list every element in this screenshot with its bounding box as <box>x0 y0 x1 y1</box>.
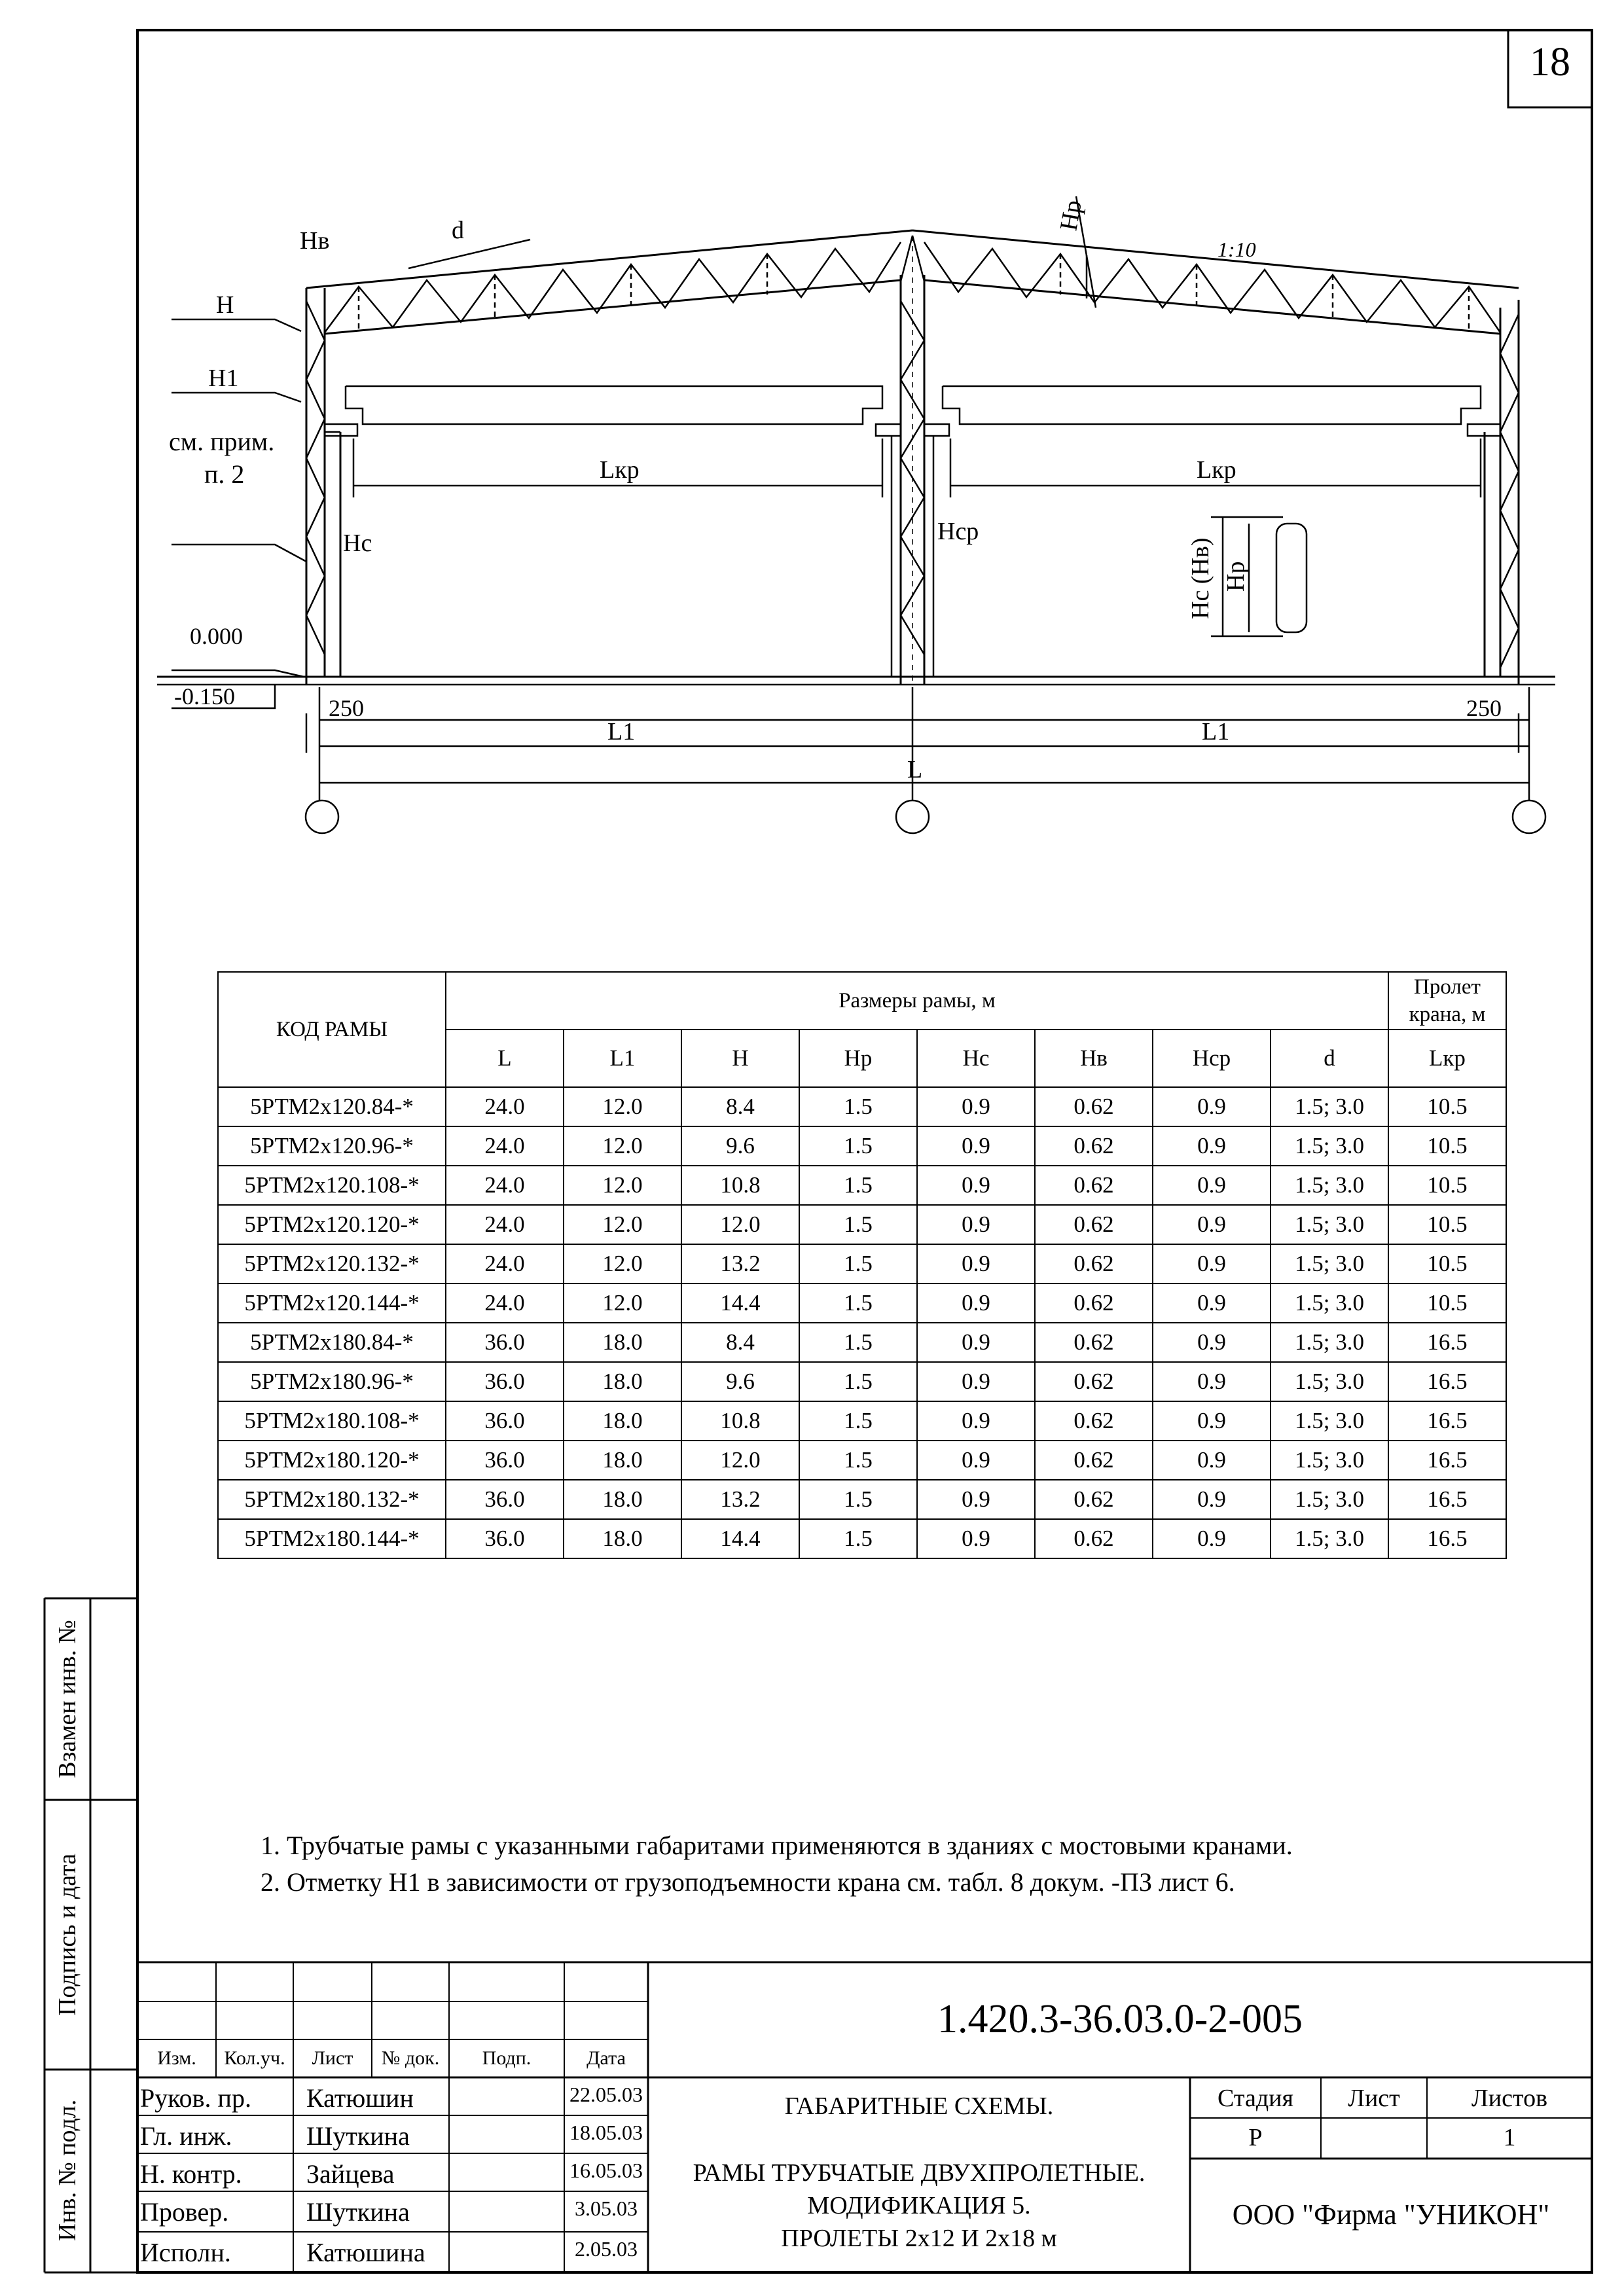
signer-date: 16.05.03 <box>569 2159 643 2182</box>
table-cell: 0.9 <box>1153 1401 1271 1441</box>
table-cell: 16.5 <box>1388 1323 1506 1362</box>
table-cell: 24.0 <box>446 1087 564 1126</box>
table-cell: 0.9 <box>1153 1205 1271 1244</box>
signer-role: Исполн. <box>140 2238 231 2267</box>
table-cell: 0.62 <box>1035 1323 1153 1362</box>
revision-header: Кол.уч. <box>224 2047 285 2069</box>
table-cell: 0.9 <box>917 1283 1035 1323</box>
table-cell: 18.0 <box>564 1362 681 1401</box>
table-cell: 0.9 <box>1153 1480 1271 1519</box>
table-cell: 13.2 <box>681 1480 799 1519</box>
table-column-header: Нр <box>799 1030 917 1087</box>
table-cell: 0.9 <box>917 1205 1035 1244</box>
note-1: 1. Трубчатые рамы с указанными габаритами применяются в зданиях с мостовыми кранами. <box>261 1831 1293 1860</box>
table-cell: 0.62 <box>1035 1087 1153 1126</box>
table-cell: 1.5; 3.0 <box>1271 1401 1388 1441</box>
sheets-label: Листов <box>1471 2085 1548 2112</box>
note-2: 2. Отметку Н1 в зависимости от грузоподъемности крана см. табл. 8 докум. -ПЗ лист 6. <box>261 1867 1235 1897</box>
table-cell: 36.0 <box>446 1401 564 1441</box>
table-cell: 36.0 <box>446 1362 564 1401</box>
table-cell: 16.5 <box>1388 1362 1506 1401</box>
table-cell: 24.0 <box>446 1244 564 1283</box>
frame-code-cell: 5РТМ2х120.108-* <box>218 1166 446 1205</box>
table-cell: 14.4 <box>681 1519 799 1558</box>
title-line-3: МОДИФИКАЦИЯ 5. <box>807 2192 1031 2219</box>
table-cell: 12.0 <box>564 1126 681 1166</box>
table-cell: 1.5 <box>799 1166 917 1205</box>
table-cell: 1.5 <box>799 1205 917 1244</box>
label-note-ref-2: п. 2 <box>204 459 245 489</box>
frame-code-cell: 5РТМ2х120.120-* <box>218 1205 446 1244</box>
signer-name: Катюшина <box>306 2238 425 2267</box>
table-cell: 1.5 <box>799 1087 917 1126</box>
label-hc: Нс <box>343 529 372 557</box>
signer-role: Н. контр. <box>140 2159 242 2189</box>
table-column-header: H <box>681 1030 799 1087</box>
signer-name: Зайцева <box>306 2159 395 2189</box>
label-250-left: 250 <box>329 695 364 721</box>
sheet-label: Лист <box>1348 2085 1400 2112</box>
table-cell: 1.5 <box>799 1519 917 1558</box>
stamp-inv-orig: Инв. № подл. <box>54 2099 81 2242</box>
frame-code-cell: 5РТМ2х180.144-* <box>218 1519 446 1558</box>
table-cell: 10.5 <box>1388 1166 1506 1205</box>
signer-role: Провер. <box>140 2197 229 2227</box>
stage-value: Р <box>1248 2124 1263 2151</box>
label-level-m150: -0.150 <box>174 683 235 709</box>
table-column-header: Нс <box>917 1030 1035 1087</box>
table-cell: 18.0 <box>564 1323 681 1362</box>
label-l1-left: L1 <box>607 718 636 745</box>
title-line-2: РАМЫ ТРУБЧАТЫЕ ДВУХПРОЛЕТНЫЕ. <box>693 2159 1146 2187</box>
table-cell: 24.0 <box>446 1283 564 1323</box>
table-cell: 1.5 <box>799 1401 917 1441</box>
table-cell: 1.5 <box>799 1126 917 1166</box>
table-header-crane-line1: Пролет <box>1414 975 1481 999</box>
table-column-header: Нв <box>1035 1030 1153 1087</box>
frame-code-cell: 5РТМ2х180.84-* <box>218 1323 446 1362</box>
table-cell: 0.9 <box>1153 1441 1271 1480</box>
table-cell: 0.9 <box>1153 1283 1271 1323</box>
label-lkr-left: Lкр <box>600 456 640 484</box>
label-hr-side: Нр <box>1222 561 1250 592</box>
table-cell: 36.0 <box>446 1519 564 1558</box>
table-cell: 0.62 <box>1035 1166 1153 1205</box>
frame-code-cell: 5РТМ2х180.108-* <box>218 1401 446 1441</box>
table-cell: 0.62 <box>1035 1441 1153 1480</box>
table-cell: 0.62 <box>1035 1362 1153 1401</box>
frame-code-cell: 5РТМ2х180.96-* <box>218 1362 446 1401</box>
table-cell: 12.0 <box>564 1244 681 1283</box>
revision-header: № док. <box>381 2047 440 2069</box>
label-hcr: Нср <box>937 518 979 545</box>
table-cell: 12.0 <box>681 1441 799 1480</box>
table-cell: 16.5 <box>1388 1441 1506 1480</box>
frame-schematic <box>157 196 1555 833</box>
frame-dimensions-table <box>217 971 1507 1559</box>
table-cell: 12.0 <box>681 1205 799 1244</box>
table-cell: 16.5 <box>1388 1480 1506 1519</box>
signer-name: Катюшин <box>306 2083 414 2113</box>
revision-header: Дата <box>586 2047 626 2069</box>
table-row <box>218 1205 1506 1244</box>
label-H1: H1 <box>208 365 239 392</box>
revision-header: Лист <box>312 2047 353 2069</box>
table-cell: 1.5 <box>799 1480 917 1519</box>
table-cell: 1.5; 3.0 <box>1271 1244 1388 1283</box>
table-cell: 16.5 <box>1388 1401 1506 1441</box>
table-cell: 1.5; 3.0 <box>1271 1126 1388 1166</box>
frame-code-cell: 5РТМ2х180.120-* <box>218 1441 446 1480</box>
table-cell: 16.5 <box>1388 1519 1506 1558</box>
table-cell: 10.5 <box>1388 1205 1506 1244</box>
table-cell: 36.0 <box>446 1480 564 1519</box>
label-hc-hv: Нс (Нв) <box>1187 537 1214 619</box>
signer-date: 22.05.03 <box>569 2083 643 2106</box>
signer-date: 3.05.03 <box>575 2197 638 2220</box>
stamp-replace-inv: Взамен инв. № <box>54 1620 81 1778</box>
table-cell: 10.5 <box>1388 1244 1506 1283</box>
table-body <box>218 1087 1506 1558</box>
table-cell: 0.9 <box>1153 1519 1271 1558</box>
table-cell: 14.4 <box>681 1283 799 1323</box>
axis-marker-2 <box>896 800 929 833</box>
doc-code: 1.420.3-36.03.0-2-005 <box>937 1997 1303 2041</box>
signer-name: Шуткина <box>306 2197 410 2227</box>
table-cell: 0.9 <box>917 1323 1035 1362</box>
table-cell: 1.5; 3.0 <box>1271 1519 1388 1558</box>
table-cell: 12.0 <box>564 1166 681 1205</box>
table-cell: 1.5 <box>799 1283 917 1323</box>
table-header-code: КОД РАМЫ <box>218 972 446 1087</box>
table-cell: 0.9 <box>917 1126 1035 1166</box>
title-line-1: ГАБАРИТНЫЕ СХЕМЫ. <box>784 2092 1054 2120</box>
table-cell: 1.5 <box>799 1441 917 1480</box>
signer-date: 2.05.03 <box>575 2237 638 2261</box>
table-cell: 18.0 <box>564 1480 681 1519</box>
table-cell: 0.9 <box>917 1441 1035 1480</box>
signer-role: Руков. пр. <box>140 2083 251 2113</box>
table-cell: 0.9 <box>1153 1362 1271 1401</box>
frame-code-cell: 5РТМ2х120.144-* <box>218 1283 446 1323</box>
table-row <box>218 1087 1506 1126</box>
title-line-4: ПРОЛЕТЫ 2х12 И 2х18 м <box>781 2225 1057 2252</box>
table-cell: 24.0 <box>446 1205 564 1244</box>
table-row <box>218 1441 1506 1480</box>
table-cell: 0.9 <box>917 1244 1035 1283</box>
table-cell: 24.0 <box>446 1126 564 1166</box>
table-cell: 8.4 <box>681 1087 799 1126</box>
stage-label: Стадия <box>1218 2085 1293 2112</box>
label-note-ref-1: см. прим. <box>169 427 275 456</box>
table-cell: 8.4 <box>681 1323 799 1362</box>
table-cell: 1.5; 3.0 <box>1271 1205 1388 1244</box>
table-cell: 18.0 <box>564 1441 681 1480</box>
table-header-crane-line2: крана, м <box>1409 1003 1486 1026</box>
table-cell: 0.9 <box>917 1519 1035 1558</box>
table-cell: 10.5 <box>1388 1087 1506 1126</box>
frame-code-cell: 5РТМ2х120.132-* <box>218 1244 446 1283</box>
table-row <box>218 1401 1506 1441</box>
table-cell: 0.9 <box>1153 1087 1271 1126</box>
table-cell: 1.5; 3.0 <box>1271 1283 1388 1323</box>
signer-date: 18.05.03 <box>569 2121 643 2144</box>
table-row <box>218 1283 1506 1323</box>
table-row <box>218 1519 1506 1558</box>
table-cell: 1.5; 3.0 <box>1271 1323 1388 1362</box>
table-column-header: L1 <box>564 1030 681 1087</box>
table-header-dims: Размеры рамы, м <box>446 972 1388 1030</box>
table-cell: 0.62 <box>1035 1126 1153 1166</box>
label-d: d <box>452 217 464 244</box>
table-cell: 0.9 <box>917 1401 1035 1441</box>
label-slope: 1:10 <box>1218 238 1256 261</box>
table-cell: 0.9 <box>917 1362 1035 1401</box>
table-cell: 12.0 <box>564 1205 681 1244</box>
table-column-header: L <box>446 1030 564 1087</box>
axis-marker-3 <box>1513 800 1545 833</box>
table-cell: 9.6 <box>681 1362 799 1401</box>
revision-header: Изм. <box>157 2047 196 2069</box>
table-column-header: Нср <box>1153 1030 1271 1087</box>
sheet-number: 18 <box>1530 40 1570 84</box>
table-cell: 1.5 <box>799 1362 917 1401</box>
company-name: ООО "Фирма "УНИКОН" <box>1232 2198 1550 2231</box>
axis-marker-1 <box>306 800 338 833</box>
table-cell: 10.8 <box>681 1166 799 1205</box>
table-cell: 36.0 <box>446 1441 564 1480</box>
table-cell: 18.0 <box>564 1519 681 1558</box>
frame-code-cell: 5РТМ2х180.132-* <box>218 1480 446 1519</box>
table-column-header: Lкр <box>1388 1030 1506 1087</box>
label-hr-top: Нр <box>1055 198 1087 233</box>
label-lkr-right: Lкр <box>1197 456 1236 484</box>
table-column-header: d <box>1271 1030 1388 1087</box>
table-cell: 0.62 <box>1035 1283 1153 1323</box>
table-cell: 0.9 <box>1153 1166 1271 1205</box>
signer-name: Шуткина <box>306 2121 410 2151</box>
label-l1-right: L1 <box>1202 718 1230 745</box>
table-row <box>218 1480 1506 1519</box>
table-cell: 1.5; 3.0 <box>1271 1362 1388 1401</box>
table-cell: 1.5; 3.0 <box>1271 1166 1388 1205</box>
table-cell: 24.0 <box>446 1166 564 1205</box>
table-cell: 0.62 <box>1035 1244 1153 1283</box>
table-cell: 36.0 <box>446 1323 564 1362</box>
table-cell: 1.5 <box>799 1323 917 1362</box>
table-cell: 1.5; 3.0 <box>1271 1087 1388 1126</box>
table-header-crane <box>1388 972 1506 1030</box>
label-level-0: 0.000 <box>190 623 243 649</box>
table-cell: 10.5 <box>1388 1126 1506 1166</box>
table-cell: 12.0 <box>564 1087 681 1126</box>
label-250-right: 250 <box>1466 695 1502 721</box>
table-row <box>218 1166 1506 1205</box>
table-cell: 0.62 <box>1035 1401 1153 1441</box>
table-row <box>218 1362 1506 1401</box>
table-cell: 1.5; 3.0 <box>1271 1441 1388 1480</box>
sheets-value: 1 <box>1503 2124 1516 2151</box>
table-cell: 0.9 <box>1153 1126 1271 1166</box>
table-cell: 1.5; 3.0 <box>1271 1480 1388 1519</box>
table-cell: 0.9 <box>1153 1323 1271 1362</box>
table-cell: 10.8 <box>681 1401 799 1441</box>
frame-code-cell: 5РТМ2х120.84-* <box>218 1087 446 1126</box>
label-L: L <box>907 756 923 783</box>
frame-code-cell: 5РТМ2х120.96-* <box>218 1126 446 1166</box>
table-cell: 0.9 <box>917 1166 1035 1205</box>
table-cell: 0.9 <box>1153 1244 1271 1283</box>
table-cell: 0.9 <box>917 1480 1035 1519</box>
table-cell: 0.62 <box>1035 1480 1153 1519</box>
label-H: H <box>216 291 234 319</box>
table-cell: 18.0 <box>564 1401 681 1441</box>
table-cell: 0.62 <box>1035 1519 1153 1558</box>
table-row <box>218 1244 1506 1283</box>
table-cell: 9.6 <box>681 1126 799 1166</box>
label-hv-top: Нв <box>300 227 330 255</box>
table-cell: 10.5 <box>1388 1283 1506 1323</box>
table-cell: 12.0 <box>564 1283 681 1323</box>
table-cell: 0.9 <box>917 1087 1035 1126</box>
table-row <box>218 1126 1506 1166</box>
table-cell: 0.62 <box>1035 1205 1153 1244</box>
signer-role: Гл. инж. <box>140 2121 232 2151</box>
stamp-sign-date: Подпись и дата <box>54 1853 81 2017</box>
table-cell: 1.5 <box>799 1244 917 1283</box>
notes <box>261 1827 1293 1901</box>
table-row <box>218 1323 1506 1362</box>
revision-header: Подп. <box>482 2047 532 2069</box>
table-cell: 13.2 <box>681 1244 799 1283</box>
